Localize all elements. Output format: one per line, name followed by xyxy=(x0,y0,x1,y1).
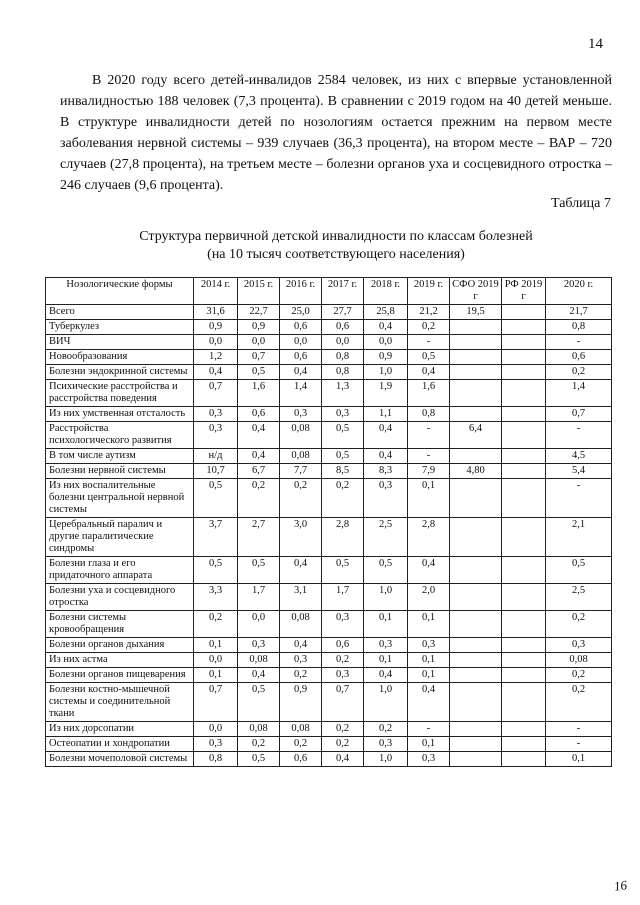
row-label-cell: Из них воспалительные болезни центральной нервной системы xyxy=(46,479,194,518)
value-cell: 0,0 xyxy=(194,653,238,668)
column-header: 2015 г. xyxy=(238,278,280,305)
value-cell xyxy=(450,737,502,752)
value-cell: 0,0 xyxy=(364,335,408,350)
column-header: 2020 г. xyxy=(546,278,612,305)
row-label-cell: Болезни органов дыхания xyxy=(46,638,194,653)
value-cell: 0,4 xyxy=(408,683,450,722)
value-cell xyxy=(450,335,502,350)
row-label-cell: Болезни костно-мышечной системы и соединительной ткани xyxy=(46,683,194,722)
value-cell xyxy=(502,305,546,320)
value-cell xyxy=(502,350,546,365)
value-cell: - xyxy=(546,737,612,752)
value-cell: 0,1 xyxy=(194,668,238,683)
row-label-cell: Болезни эндокринной системы xyxy=(46,365,194,380)
value-cell: 0,4 xyxy=(408,557,450,584)
value-cell xyxy=(450,722,502,737)
value-cell: 0,8 xyxy=(322,350,364,365)
value-cell: 0,2 xyxy=(322,479,364,518)
value-cell: 0,7 xyxy=(194,683,238,722)
table-row xyxy=(46,752,612,767)
table-row xyxy=(46,320,612,335)
value-cell: 0,7 xyxy=(546,407,612,422)
value-cell: 0,5 xyxy=(238,365,280,380)
value-cell: 0,5 xyxy=(238,683,280,722)
value-cell: 1,9 xyxy=(364,380,408,407)
value-cell: 0,2 xyxy=(322,653,364,668)
value-cell: 0,08 xyxy=(280,722,322,737)
table-row xyxy=(46,737,612,752)
value-cell: - xyxy=(546,422,612,449)
value-cell xyxy=(502,752,546,767)
row-label-cell: Всего xyxy=(46,305,194,320)
value-cell: 0,2 xyxy=(238,479,280,518)
value-cell: 0,0 xyxy=(238,611,280,638)
table-row xyxy=(46,449,612,464)
value-cell: 0,6 xyxy=(546,350,612,365)
value-cell: - xyxy=(408,722,450,737)
column-header: 2018 г. xyxy=(364,278,408,305)
column-header: Нозологические формы xyxy=(46,278,194,305)
value-cell: 0,6 xyxy=(322,638,364,653)
value-cell: 4,80 xyxy=(450,464,502,479)
value-cell: 2,0 xyxy=(408,584,450,611)
value-cell xyxy=(450,365,502,380)
value-cell xyxy=(502,722,546,737)
row-label-cell: Болезни системы кровообращения xyxy=(46,611,194,638)
value-cell xyxy=(502,611,546,638)
value-cell: 1,0 xyxy=(364,752,408,767)
value-cell: 0,1 xyxy=(364,611,408,638)
value-cell: 1,7 xyxy=(238,584,280,611)
value-cell xyxy=(502,683,546,722)
table-title xyxy=(60,228,612,264)
value-cell: 0,2 xyxy=(322,737,364,752)
value-cell: - xyxy=(408,449,450,464)
value-cell: 0,4 xyxy=(364,668,408,683)
value-cell: 0,9 xyxy=(364,350,408,365)
table-row xyxy=(46,335,612,350)
value-cell: 0,4 xyxy=(238,422,280,449)
value-cell: 0,3 xyxy=(280,653,322,668)
value-cell: 19,5 xyxy=(450,305,502,320)
value-cell: 7,9 xyxy=(408,464,450,479)
value-cell: 0,2 xyxy=(280,479,322,518)
value-cell: 0,08 xyxy=(280,611,322,638)
value-cell: 0,6 xyxy=(280,350,322,365)
value-cell xyxy=(450,518,502,557)
value-cell: 0,3 xyxy=(322,668,364,683)
row-label-cell: Туберкулез xyxy=(46,320,194,335)
table-header-row xyxy=(46,278,612,305)
row-label-cell: Церебральный паралич и другие паралитические синдромы xyxy=(46,518,194,557)
table-row xyxy=(46,668,612,683)
value-cell xyxy=(450,407,502,422)
value-cell: 0,0 xyxy=(194,335,238,350)
value-cell: 25,8 xyxy=(364,305,408,320)
value-cell xyxy=(502,422,546,449)
value-cell: 31,6 xyxy=(194,305,238,320)
value-cell: 1,7 xyxy=(322,584,364,611)
value-cell: 1,0 xyxy=(364,683,408,722)
value-cell: - xyxy=(408,422,450,449)
value-cell: 0,6 xyxy=(280,752,322,767)
value-cell xyxy=(502,653,546,668)
value-cell: 0,3 xyxy=(408,638,450,653)
value-cell: 27,7 xyxy=(322,305,364,320)
column-header: 2017 г. xyxy=(322,278,364,305)
value-cell: 0,1 xyxy=(194,638,238,653)
value-cell: 6,4 xyxy=(450,422,502,449)
value-cell xyxy=(450,668,502,683)
value-cell xyxy=(502,380,546,407)
value-cell: 0,1 xyxy=(408,611,450,638)
row-label-cell: Из них дорсопатии xyxy=(46,722,194,737)
value-cell: - xyxy=(408,335,450,350)
value-cell: 1,1 xyxy=(364,407,408,422)
row-label-cell: Психические расстройства и расстройства поведения xyxy=(46,380,194,407)
row-label-cell: Расстройства психологического развития xyxy=(46,422,194,449)
value-cell: 0,0 xyxy=(194,722,238,737)
value-cell: 0,4 xyxy=(194,365,238,380)
value-cell xyxy=(450,683,502,722)
value-cell xyxy=(502,335,546,350)
table-row xyxy=(46,422,612,449)
value-cell xyxy=(502,638,546,653)
value-cell: 0,8 xyxy=(546,320,612,335)
row-label-cell: Болезни глаза и его придаточного аппарата xyxy=(46,557,194,584)
handwritten-page-mark: 16 xyxy=(612,877,628,894)
value-cell: 8,5 xyxy=(322,464,364,479)
table-title-line-2: (на 10 тысяч соответствующего населения) xyxy=(207,247,465,262)
value-cell: 2,5 xyxy=(364,518,408,557)
value-cell: 8,3 xyxy=(364,464,408,479)
value-cell: 2,1 xyxy=(546,518,612,557)
value-cell: 0,9 xyxy=(238,320,280,335)
value-cell: 22,7 xyxy=(238,305,280,320)
value-cell: 0,4 xyxy=(238,668,280,683)
table-row xyxy=(46,479,612,518)
value-cell: 0,1 xyxy=(408,479,450,518)
value-cell: 0,0 xyxy=(238,335,280,350)
value-cell: 0,3 xyxy=(364,638,408,653)
table-row xyxy=(46,557,612,584)
value-cell: 0,5 xyxy=(546,557,612,584)
row-label-cell: Новообразования xyxy=(46,350,194,365)
value-cell: 0,2 xyxy=(364,722,408,737)
value-cell: 0,2 xyxy=(546,365,612,380)
value-cell: - xyxy=(546,335,612,350)
table-row xyxy=(46,350,612,365)
value-cell: - xyxy=(546,722,612,737)
value-cell: 0,5 xyxy=(322,449,364,464)
row-label-cell: Остеопатии и хондропатии xyxy=(46,737,194,752)
value-cell: 2,5 xyxy=(546,584,612,611)
value-cell: 0,1 xyxy=(408,668,450,683)
value-cell: 0,3 xyxy=(194,422,238,449)
value-cell: 0,1 xyxy=(364,653,408,668)
value-cell: 0,5 xyxy=(322,557,364,584)
value-cell: 0,4 xyxy=(364,449,408,464)
value-cell: 0,1 xyxy=(408,737,450,752)
value-cell: 1,0 xyxy=(364,584,408,611)
value-cell: - xyxy=(546,479,612,518)
value-cell: 6,7 xyxy=(238,464,280,479)
value-cell: 1,6 xyxy=(238,380,280,407)
value-cell: 0,3 xyxy=(280,407,322,422)
row-label-cell: ВИЧ xyxy=(46,335,194,350)
row-label-cell: В том числе аутизм xyxy=(46,449,194,464)
value-cell xyxy=(450,380,502,407)
value-cell: 3,3 xyxy=(194,584,238,611)
value-cell: 7,7 xyxy=(280,464,322,479)
value-cell: 0,4 xyxy=(408,365,450,380)
value-cell: 0,5 xyxy=(194,479,238,518)
value-cell xyxy=(502,320,546,335)
value-cell: 0,2 xyxy=(408,320,450,335)
table-row xyxy=(46,638,612,653)
value-cell: 1,0 xyxy=(364,365,408,380)
row-label-cell: Болезни нервной системы xyxy=(46,464,194,479)
value-cell: 0,6 xyxy=(322,320,364,335)
value-cell xyxy=(502,449,546,464)
value-cell: 2,8 xyxy=(408,518,450,557)
value-cell: 0,1 xyxy=(408,653,450,668)
table-row xyxy=(46,305,612,320)
value-cell: 0,2 xyxy=(194,611,238,638)
value-cell: 0,2 xyxy=(546,611,612,638)
value-cell: 0,4 xyxy=(280,365,322,380)
value-cell: 1,6 xyxy=(408,380,450,407)
value-cell: 0,5 xyxy=(238,557,280,584)
value-cell: 0,2 xyxy=(546,683,612,722)
value-cell: 0,5 xyxy=(322,422,364,449)
value-cell xyxy=(450,752,502,767)
row-label-cell: Болезни уха и сосцевидного отростка xyxy=(46,584,194,611)
value-cell: 0,3 xyxy=(194,407,238,422)
value-cell xyxy=(502,479,546,518)
intro-paragraph: В 2020 году всего детей-инвалидов 2584 человек, из них с впервые установленной инвалидностью 188 человек (7,3 процента). В сравнении с 2019 годом на 40 детей меньше. В структуре инвалидности детей по нозологиям остается прежним на первом месте заболевания нервной системы – 939 случаев (36,3 процента), на втором месте – ВАР – 720 случаев (27,8 процента), на третьем месте – болезни органов уха и сосцевидного отростка – 246 случаев (9,6 процента). xyxy=(60,73,612,193)
value-cell: 0,9 xyxy=(280,683,322,722)
column-header: СФО 2019 г xyxy=(450,278,502,305)
table-row xyxy=(46,611,612,638)
column-header: 2014 г. xyxy=(194,278,238,305)
table-row xyxy=(46,653,612,668)
value-cell xyxy=(502,584,546,611)
value-cell: 0,3 xyxy=(238,638,280,653)
row-label-cell: Из них умственная отсталость xyxy=(46,407,194,422)
table-row xyxy=(46,518,612,557)
value-cell: 0,2 xyxy=(322,722,364,737)
table-row xyxy=(46,380,612,407)
value-cell xyxy=(450,557,502,584)
table-row xyxy=(46,722,612,737)
value-cell: 1,4 xyxy=(546,380,612,407)
column-header: РФ 2019 г xyxy=(502,278,546,305)
column-header: 2016 г. xyxy=(280,278,322,305)
value-cell: 0,8 xyxy=(408,407,450,422)
value-cell xyxy=(450,449,502,464)
value-cell: 0,8 xyxy=(194,752,238,767)
value-cell: 4,5 xyxy=(546,449,612,464)
value-cell xyxy=(502,557,546,584)
value-cell: 0,08 xyxy=(238,653,280,668)
page-number: 14 xyxy=(588,36,603,52)
value-cell: 1,4 xyxy=(280,380,322,407)
value-cell: 0,7 xyxy=(194,380,238,407)
morbidity-table xyxy=(45,277,612,767)
value-cell: 0,4 xyxy=(280,557,322,584)
value-cell: 0,4 xyxy=(322,752,364,767)
value-cell: 3,0 xyxy=(280,518,322,557)
value-cell: 0,3 xyxy=(364,479,408,518)
table-title-line-1: Структура первичной детской инвалидности по классам болезней xyxy=(139,229,533,244)
table-row xyxy=(46,407,612,422)
value-cell: 0,08 xyxy=(280,449,322,464)
value-cell: 3,7 xyxy=(194,518,238,557)
value-cell xyxy=(450,479,502,518)
value-cell: 5,4 xyxy=(546,464,612,479)
value-cell: 1,2 xyxy=(194,350,238,365)
value-cell: 1,3 xyxy=(322,380,364,407)
value-cell: 0,5 xyxy=(238,752,280,767)
table-row xyxy=(46,365,612,380)
value-cell: 0,7 xyxy=(238,350,280,365)
value-cell: 0,3 xyxy=(364,737,408,752)
value-cell: 0,7 xyxy=(322,683,364,722)
value-cell: 0,3 xyxy=(546,638,612,653)
value-cell: 0,4 xyxy=(364,320,408,335)
value-cell xyxy=(450,653,502,668)
table-row xyxy=(46,464,612,479)
value-cell: 0,4 xyxy=(238,449,280,464)
value-cell: 0,0 xyxy=(322,335,364,350)
value-cell: 0,3 xyxy=(408,752,450,767)
value-cell xyxy=(502,737,546,752)
value-cell: 0,5 xyxy=(408,350,450,365)
value-cell: 0,5 xyxy=(364,557,408,584)
value-cell: 0,08 xyxy=(280,422,322,449)
value-cell: 10,7 xyxy=(194,464,238,479)
table-body xyxy=(46,305,612,767)
value-cell: 0,4 xyxy=(280,638,322,653)
value-cell: 25,0 xyxy=(280,305,322,320)
value-cell xyxy=(502,407,546,422)
value-cell: 0,08 xyxy=(238,722,280,737)
value-cell xyxy=(450,320,502,335)
value-cell: 0,0 xyxy=(280,335,322,350)
value-cell: 21,2 xyxy=(408,305,450,320)
row-label-cell: Болезни органов пищеварения xyxy=(46,668,194,683)
value-cell: 2,7 xyxy=(238,518,280,557)
value-cell xyxy=(502,518,546,557)
value-cell xyxy=(450,584,502,611)
row-label-cell: Болезни мочеполовой системы xyxy=(46,752,194,767)
value-cell: 0,3 xyxy=(322,407,364,422)
value-cell: 0,08 xyxy=(546,653,612,668)
value-cell: 0,2 xyxy=(280,737,322,752)
value-cell: 3,1 xyxy=(280,584,322,611)
value-cell xyxy=(450,350,502,365)
value-cell: 0,8 xyxy=(322,365,364,380)
value-cell: 0,3 xyxy=(322,611,364,638)
table-label: Таблица 7 xyxy=(551,196,611,211)
row-label-cell: Из них астма xyxy=(46,653,194,668)
value-cell: 0,2 xyxy=(546,668,612,683)
value-cell: 0,6 xyxy=(238,407,280,422)
value-cell xyxy=(450,611,502,638)
value-cell: 0,2 xyxy=(238,737,280,752)
value-cell: 0,2 xyxy=(280,668,322,683)
value-cell: 0,6 xyxy=(280,320,322,335)
value-cell: 0,1 xyxy=(546,752,612,767)
value-cell xyxy=(450,638,502,653)
table-row xyxy=(46,683,612,722)
value-cell: н/д xyxy=(194,449,238,464)
value-cell: 0,4 xyxy=(364,422,408,449)
value-cell: 0,5 xyxy=(194,557,238,584)
value-cell xyxy=(502,365,546,380)
value-cell xyxy=(502,464,546,479)
value-cell: 0,3 xyxy=(194,737,238,752)
value-cell: 21,7 xyxy=(546,305,612,320)
value-cell xyxy=(502,668,546,683)
value-cell: 2,8 xyxy=(322,518,364,557)
value-cell: 0,9 xyxy=(194,320,238,335)
column-header: 2019 г. xyxy=(408,278,450,305)
table-row xyxy=(46,584,612,611)
